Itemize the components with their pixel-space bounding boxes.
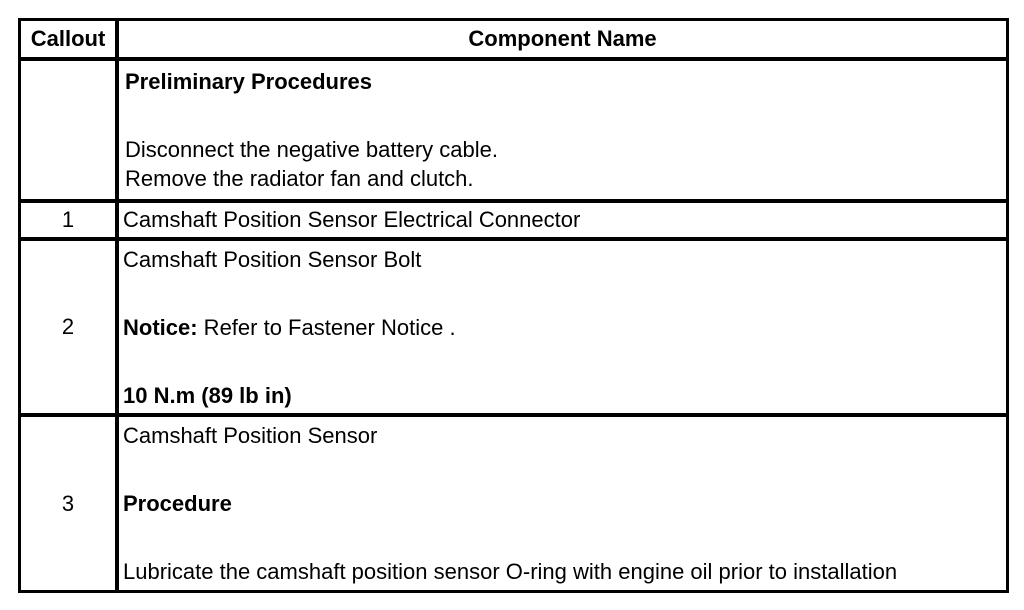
header-component-name-cell: [119, 21, 1006, 57]
row-3-callout: 3: [61, 490, 75, 516]
row-3-name-cell: [119, 417, 1006, 590]
row-2-callout-cell: [21, 241, 115, 413]
row-1-callout: 1: [61, 207, 75, 232]
header-callout-cell: [21, 21, 115, 57]
preliminary-step-1: Disconnect the negative battery cable.: [125, 137, 499, 162]
preliminary-title: Preliminary Procedures: [125, 69, 373, 94]
row-3-procedure-label: Procedure: [123, 491, 232, 516]
row-1-callout-cell: [21, 203, 115, 237]
row-3-name: Camshaft Position Sensor: [123, 423, 378, 448]
component-table: [18, 18, 1009, 593]
header-component-name: Component Name: [468, 26, 657, 51]
row-3-procedure-text: Lubricate the camshaft position sensor O-ring with engine oil prior to installation: [123, 559, 898, 584]
notice-text: Refer to Fastener Notice .: [197, 315, 456, 340]
row-2-callout: 2: [61, 314, 75, 339]
preliminary-cell: [119, 61, 1006, 199]
row-3-callout-cell: [21, 417, 115, 590]
row-2-notice: [123, 315, 456, 341]
row-2-name: Camshaft Position Sensor Bolt: [123, 247, 422, 272]
row-2-torque: 10 N.m (89 lb in): [123, 383, 292, 408]
notice-label: Notice:: [123, 315, 198, 340]
row-1-name: Camshaft Position Sensor Electrical Connector: [123, 207, 581, 232]
header-callout: Callout: [30, 26, 106, 51]
row-1-name-cell: [119, 203, 1006, 237]
preliminary-step-2: Remove the radiator fan and clutch.: [125, 166, 474, 191]
row-2-name-cell: [119, 241, 1006, 413]
